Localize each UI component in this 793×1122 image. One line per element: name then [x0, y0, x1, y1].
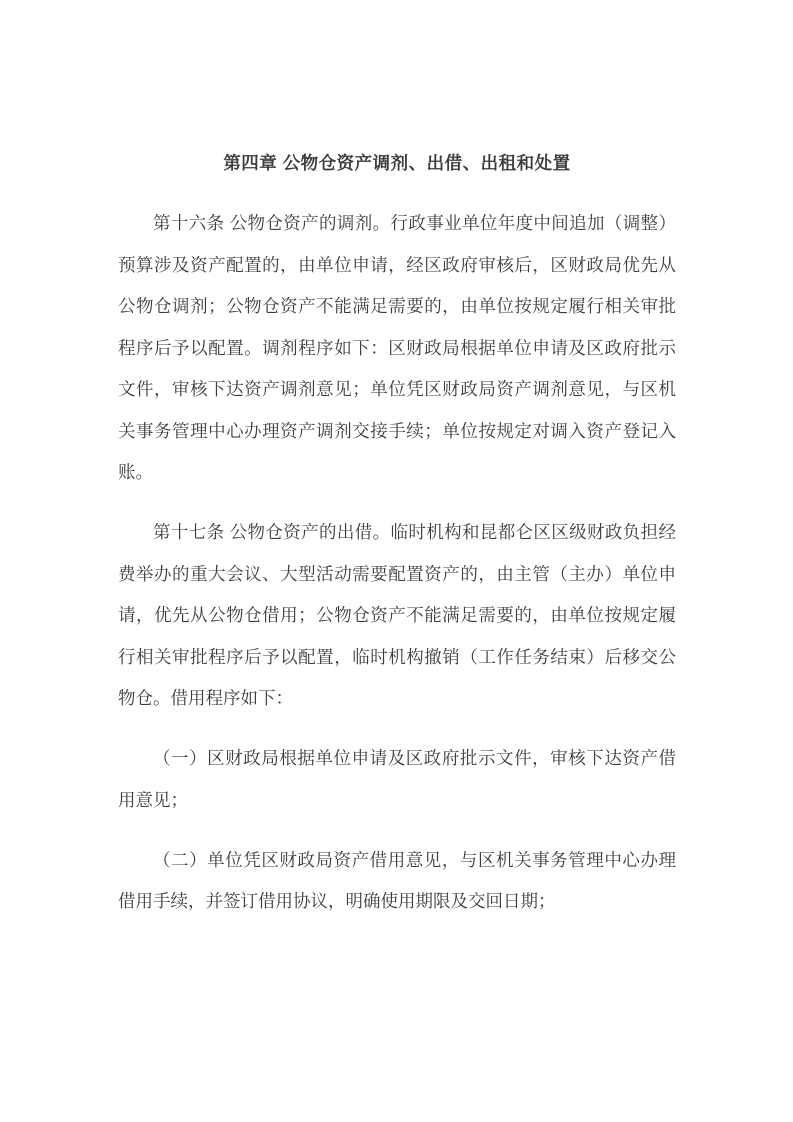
- paragraph-item-1: （一）区财政局根据单位申请及区政府批示文件，审核下达资产借用意见；: [118, 748, 676, 810]
- chapter-title: 第四章 公物仓资产调剂、出借、出租和处置: [223, 153, 571, 173]
- paragraph-article-17: 第十七条 公物仓资产的出借。临时机构和昆都仑区区级财政负担经费举办的重大会议、大型活动需要配置资产的，由主管（主办）单位申请，优先从公物仓借用；公物仓资产不能满足需要的，由单位按规定履行相关审批程序后予以配置，临时机构撤销（工作任务结束）后移交公物仓。借用程序如下：: [118, 522, 676, 708]
- paragraph-article-16: 第十六条 公物仓资产的调剂。行政事业单位年度中间追加（调整）预算涉及资产配置的，由单位申请，经区政府审核后，区财政局优先从公物仓调剂；公物仓资产不能满足需要的，由单位按规定履行相关审批程序后予以配置。调剂程序如下：区财政局根据单位申请及区政府批示文件，审核下达资产调剂意见；单位凭区财政局资产调剂意见，与区机关事务管理中心办理资产调剂交接手续；单位按规定对调入资产登记入账。: [118, 213, 676, 482]
- paragraph-item-2: （二）单位凭区财政局资产借用意见，与区机关事务管理中心办理借用手续，并签订借用协议，明确使用期限及交回日期；: [118, 849, 676, 911]
